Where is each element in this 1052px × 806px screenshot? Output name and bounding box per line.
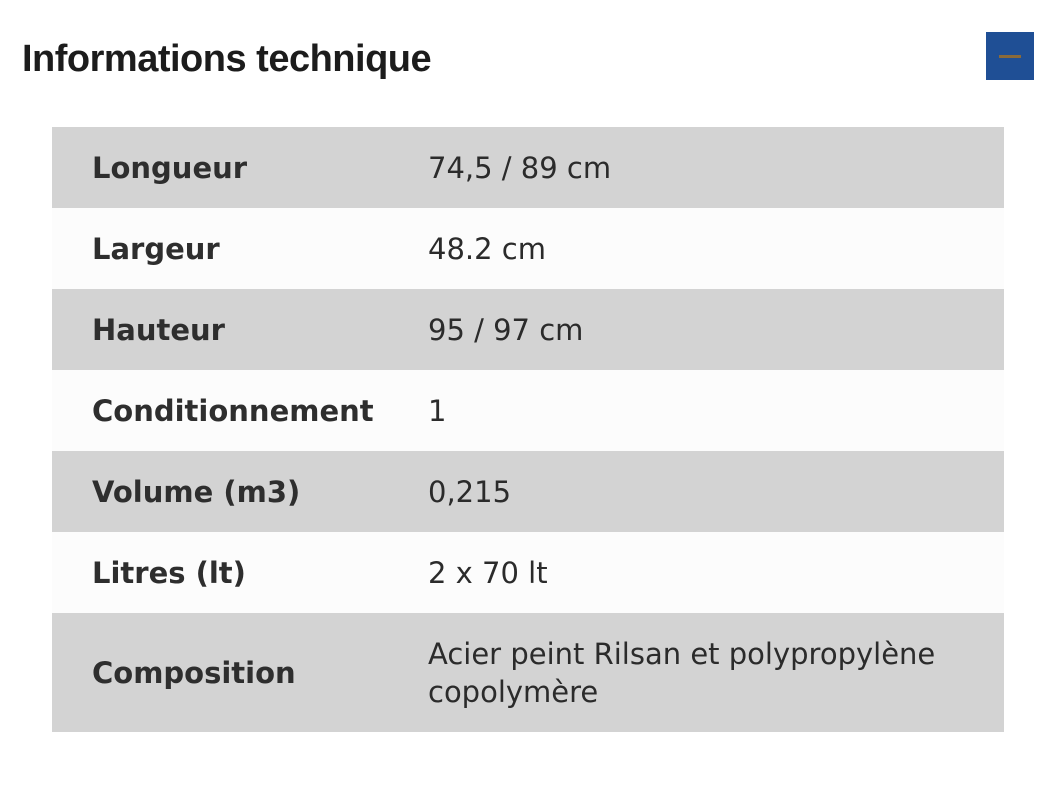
- spec-value: 0,215: [428, 474, 512, 509]
- spec-label: Longueur: [92, 150, 248, 185]
- spec-value: Acier peint Rilsan et polypropylène copolymère: [428, 636, 936, 709]
- section-title: Informations technique: [22, 38, 432, 80]
- minus-icon: [999, 55, 1021, 58]
- table-row: [52, 208, 1004, 289]
- spec-label: Litres (lt): [92, 555, 246, 590]
- spec-label: Volume (m3): [92, 474, 301, 509]
- table-row: [52, 451, 1004, 532]
- table-row: [52, 532, 1004, 613]
- spec-label: Conditionnement: [92, 393, 374, 428]
- spec-value: 2 x 70 lt: [428, 555, 548, 590]
- spec-value: 1: [428, 393, 447, 428]
- spec-label: Hauteur: [92, 312, 225, 347]
- collapse-button[interactable]: [986, 32, 1034, 80]
- table-row: [52, 289, 1004, 370]
- spec-table: [52, 127, 1004, 732]
- spec-value: 74,5 / 89 cm: [428, 150, 612, 185]
- table-row: [52, 370, 1004, 451]
- table-row: [52, 613, 1004, 732]
- table-row: [52, 127, 1004, 208]
- spec-label: Composition: [92, 655, 296, 690]
- spec-value: 48.2 cm: [428, 231, 546, 266]
- technical-info-header: [0, 0, 1052, 110]
- spec-value: 95 / 97 cm: [428, 312, 584, 347]
- spec-label: Largeur: [92, 231, 220, 266]
